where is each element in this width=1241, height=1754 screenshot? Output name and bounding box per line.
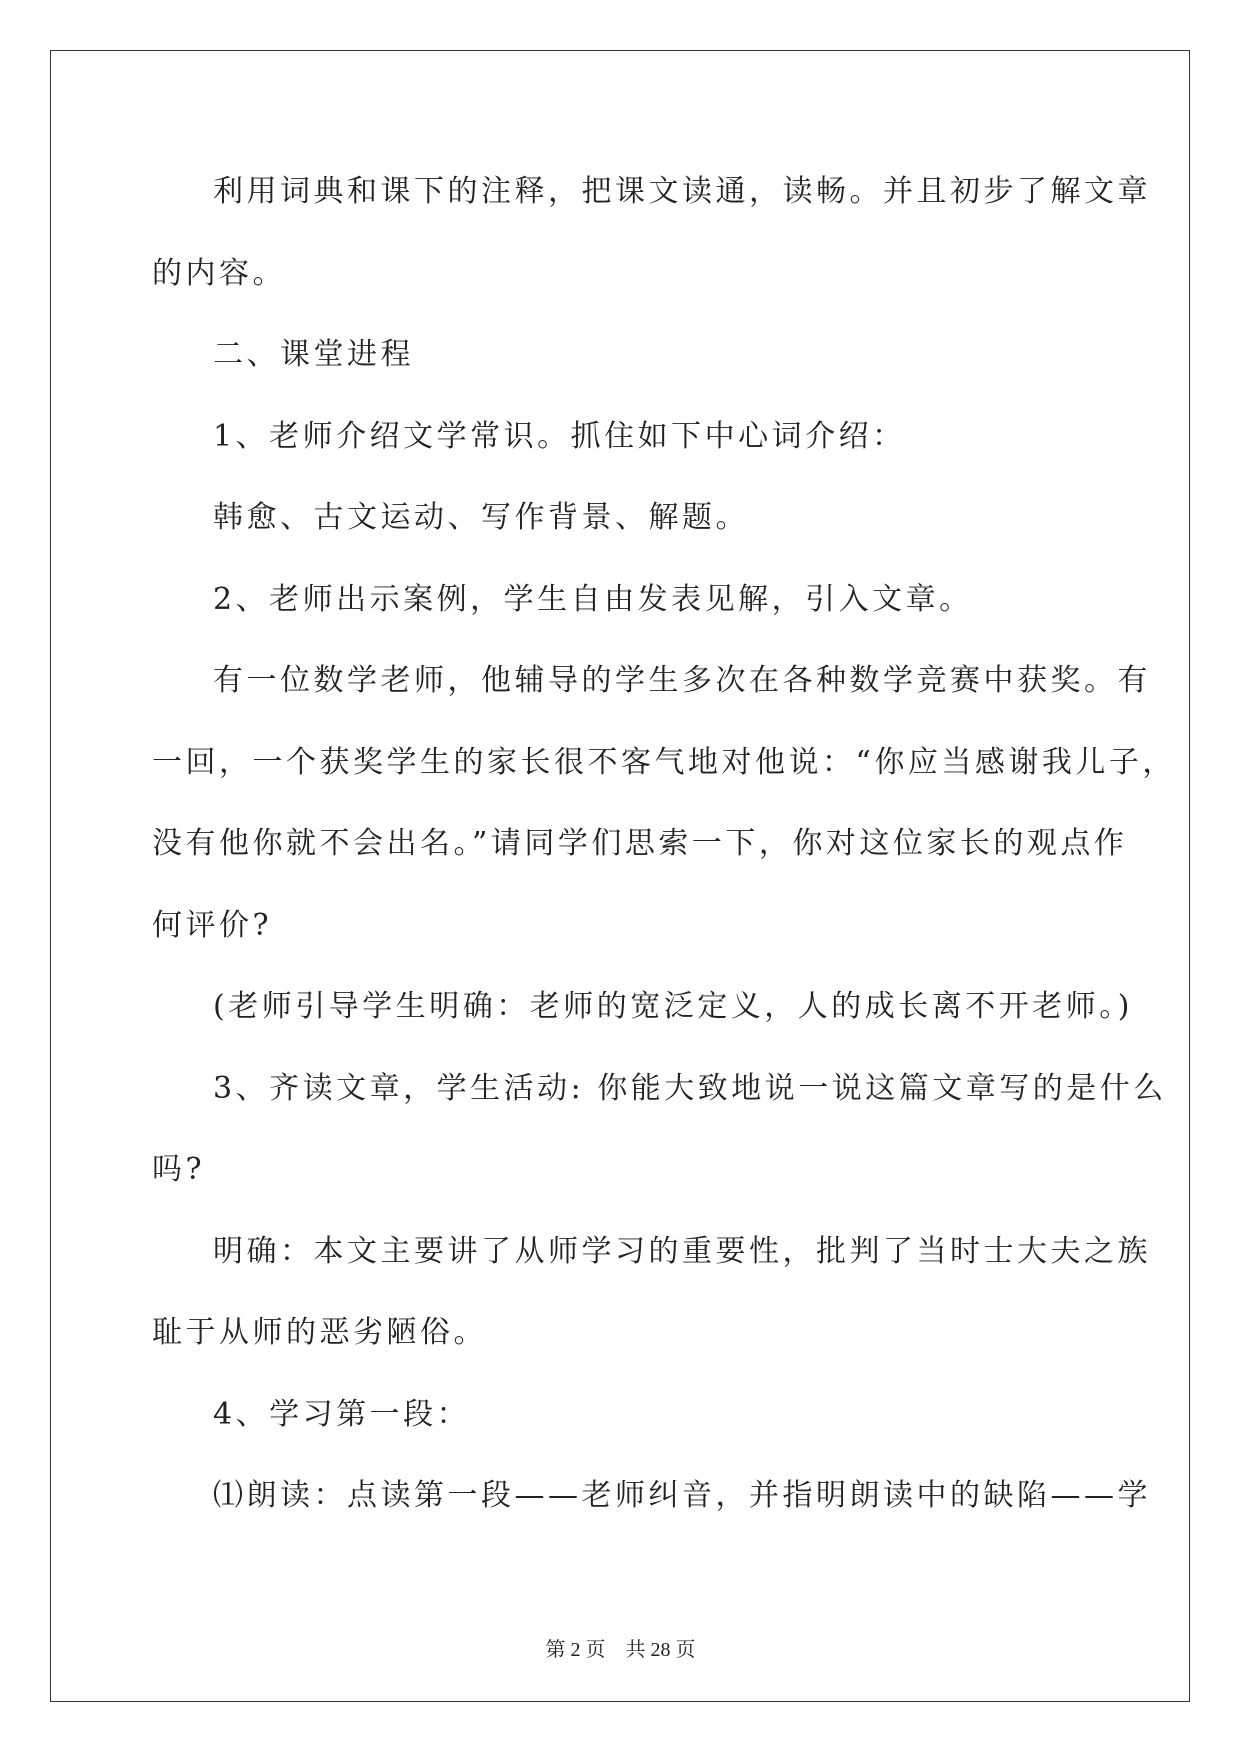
text-line: 3、齐读文章，学生活动: 你能大致地说一说这篇文章写的是什么 [213,1071,1167,1106]
page-total: 共 28 页 [625,1639,696,1661]
page-number: 第 2 页 [545,1639,606,1661]
text-line: 耻于从师的恶劣陋俗。 [152,1315,487,1350]
text-line: 何评价? [152,908,273,943]
text-line: 1、老师介绍文学常识。抓住如下中心词介绍： [213,419,906,454]
text-line: 2、老师出示案例，学生自由发表见解，引入文章。 [213,582,973,617]
text-line: (老师引导学生明确：老师的宽泛定义，人的成长离不开老师。) [213,989,1133,1024]
text-line: 的内容。 [152,256,286,291]
page-footer [0,1637,1241,1663]
text-line: 吗? [152,1152,206,1187]
text-line: 韩愈、古文运动、写作背景、解题。 [213,500,749,535]
page-border [50,50,1190,1702]
text-line: 利用词典和课下的注释，把课文读通，读畅。并且初步了解文章 [213,174,1151,209]
text-line: ⑴朗读：点读第一段——老师纠音，并指明朗读中的缺陷——学 [213,1478,1151,1513]
text-line: 4、学习第一段： [213,1397,471,1432]
text-line: 明确：本文主要讲了从师学习的重要性，批判了当时士大夫之族 [213,1234,1151,1269]
text-line: 没有他你就不会出名。”请同学们思索一下，你对这位家长的观点作 [152,826,1128,861]
section-heading: 二、课堂进程 [213,337,414,372]
text-line: 有一位数学老师，他辅导的学生多次在各种数学竞赛中获奖。有 [213,663,1151,698]
text-line: 一回，一个获奖学生的家长很不客气地对他说：“你应当感谢我儿子， [152,745,1176,780]
